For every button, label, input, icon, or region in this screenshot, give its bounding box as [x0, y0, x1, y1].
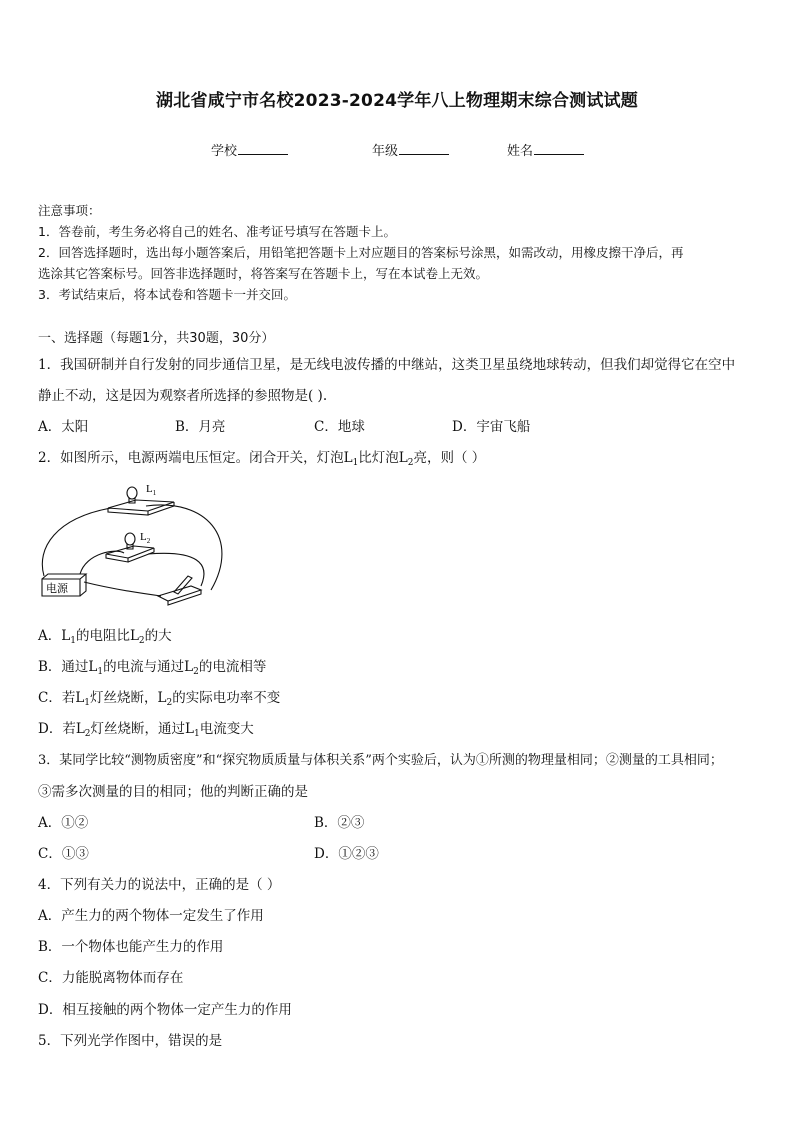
school-blank: [238, 143, 288, 155]
circuit-figure: [36, 478, 236, 608]
board-l2: [106, 546, 154, 558]
q1-option-c: C．地球: [314, 419, 365, 435]
q4-option-d: D．相互接触的两个物体一定产生力的作用: [38, 1002, 292, 1018]
notice-item-3: 3．考试结束后，将本试卷和答题卡一并交回。: [38, 287, 296, 302]
notice-block: [38, 200, 758, 305]
exam-title: 湖北省咸宁市名校2023-2024学年八上物理期末综合测试试题: [156, 91, 638, 111]
q5-stem: 5．下列光学作图中，错误的是: [38, 1033, 223, 1049]
school-label: 学校: [211, 144, 238, 159]
q4-stem: 4．下列有关力的说法中，正确的是（ ）: [38, 877, 281, 893]
grade-label: 年级: [372, 144, 399, 159]
q2-stem-sub1: 1: [352, 458, 359, 468]
q2-stem-post: 亮，则（ ）: [413, 450, 486, 466]
wire-2: [146, 505, 222, 590]
q2-option-b: B．通过$L_1$的电流与通过$L_2$的电流相等: [38, 659, 267, 677]
q2-stem-mid: 比灯泡L: [358, 450, 408, 466]
q1-option-b: B．月亮: [175, 419, 226, 435]
notice-item-1: 1．答卷前，考生务必将自己的姓名、准考证号填写在答题卡上。: [38, 224, 396, 239]
grade-field: [372, 140, 449, 159]
grade-blank: [399, 143, 449, 155]
wire-4: [148, 553, 204, 586]
q2-option-d: D．若$L_2$灯丝烧断，通过$L_1$电流变大: [38, 721, 254, 739]
bulb-l2: [125, 533, 135, 545]
wire-5: [84, 582, 161, 596]
notice-item-2b: 选涂其它答案标号。回答非选择题时，将答案写在答题卡上，写在本试卷上无效。: [38, 266, 489, 281]
school-field: [211, 140, 288, 159]
notice-item-2a: 2．回答选择题时，选出每小题答案后，用铅笔把答题卡上对应题目的答案标号涂黑，如需改动，用橡皮擦干净后，再: [38, 245, 684, 260]
name-label: 姓名: [507, 144, 534, 159]
q2-stem: [38, 446, 485, 468]
bulb-l1: [127, 487, 137, 499]
wire-3: [80, 551, 124, 574]
q1-stem-b: 静止不动，这是因为观察者所选择的参照物是( ).: [38, 388, 328, 404]
name-blank: [534, 143, 584, 155]
q3-option-b: B．②③: [314, 815, 365, 831]
section-heading: 一、选择题（每题1分，共30题，30分）: [38, 331, 275, 346]
notice-heading: 注意事项：: [38, 203, 101, 218]
q2-stem-sub2: 2: [407, 458, 414, 468]
q3-option-a: A．①②: [38, 815, 89, 831]
q4-option-b: B．一个物体也能产生力的作用: [38, 939, 224, 955]
q2-option-c: C．若$L_1$灯丝烧断，$L_2$的实际电功率不变: [38, 690, 281, 708]
q1-stem-a: 1．我国研制并自行发射的同步通信卫星，是无线电波传播的中继站，这类卫星虽绕地球转动，但我们却觉得它在空中: [38, 357, 736, 373]
q1-option-a: A．太阳: [38, 419, 89, 435]
switch-base: [158, 586, 201, 601]
fig-label-l2: $L_2$: [140, 531, 151, 545]
q2-stem-pre: 2．如图所示，电源两端电压恒定。闭合开关，灯泡L: [38, 450, 353, 466]
q1-option-d: D．宇宙飞船: [452, 419, 531, 435]
name-field: [507, 140, 584, 159]
fig-label-power: 电源: [46, 582, 68, 595]
q3-option-c: C．①③: [38, 846, 89, 862]
q4-option-c: C．力能脱离物体而存在: [38, 970, 184, 986]
wire-1: [42, 508, 111, 576]
q3-stem-b: ③需多次测量的目的相同；他的判断正确的是: [38, 784, 308, 800]
q4-option-a: A．产生力的两个物体一定发生了作用: [38, 908, 264, 924]
q3-stem-a: 3．某同学比较“测物质密度”和“探究物质质量与体积关系”两个实验后，认为①所测的物理量相同；②测量的工具相同；: [38, 753, 723, 768]
q3-option-d: D．①②③: [314, 846, 379, 862]
q2-option-a: A．$L_1$的电阻比$L_2$的大: [38, 628, 172, 646]
fig-label-l1: $L_1$: [146, 483, 157, 497]
switch-lever: [174, 576, 192, 594]
